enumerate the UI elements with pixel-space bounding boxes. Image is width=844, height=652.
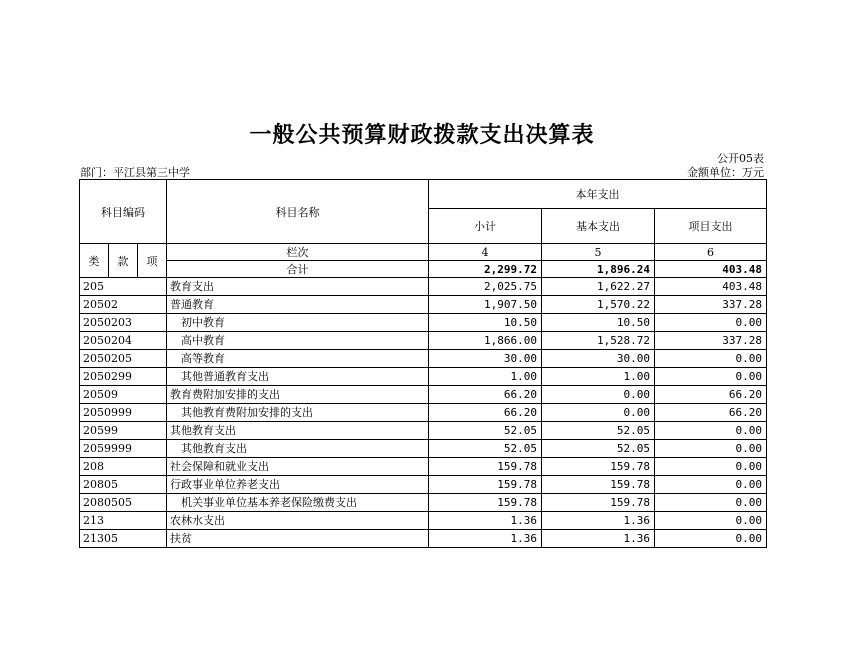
- row-basic: 159.78: [542, 476, 655, 494]
- table-row: [80, 404, 767, 422]
- row-name: 社会保障和就业支出: [167, 458, 429, 476]
- row-basic: 1.36: [542, 530, 655, 548]
- row-project: 0.00: [655, 512, 767, 530]
- row-subtotal: 159.78: [429, 494, 542, 512]
- table-row: [80, 458, 767, 476]
- row-subtotal: 159.78: [429, 458, 542, 476]
- row-subtotal: 10.50: [429, 314, 542, 332]
- header-name: 科目名称: [167, 180, 429, 244]
- table-row: [80, 440, 767, 458]
- row-project: 337.28: [655, 332, 767, 350]
- table-row: [80, 386, 767, 404]
- department-label: 部门：平江县第三中学: [80, 166, 190, 179]
- expenditure-table: [79, 179, 767, 548]
- header-kuan: 款: [109, 244, 138, 278]
- table-body: [80, 278, 767, 548]
- table-row: [80, 368, 767, 386]
- header-xiang: 项: [138, 244, 167, 278]
- row-project: 337.28: [655, 296, 767, 314]
- header-basic: 基本支出: [542, 209, 655, 244]
- row-basic: 1,622.27: [542, 278, 655, 296]
- total-label: 合计: [167, 261, 429, 278]
- row-subtotal: 159.78: [429, 476, 542, 494]
- row-project: 0.00: [655, 422, 767, 440]
- row-subtotal: 1.00: [429, 368, 542, 386]
- row-name: 其他教育支出: [167, 440, 429, 458]
- row-subtotal: 1,907.50: [429, 296, 542, 314]
- total-project: 403.48: [655, 261, 767, 278]
- row-project: 403.48: [655, 278, 767, 296]
- row-code: 21305: [80, 530, 167, 548]
- row-code: 2059999: [80, 440, 167, 458]
- row-name: 其他教育支出: [167, 422, 429, 440]
- table-row: [80, 296, 767, 314]
- row-subtotal: 66.20: [429, 404, 542, 422]
- row-name: 教育支出: [167, 278, 429, 296]
- row-name: 高等教育: [167, 350, 429, 368]
- row-basic: 52.05: [542, 440, 655, 458]
- table-row: [80, 332, 767, 350]
- row-code: 2050999: [80, 404, 167, 422]
- header-project: 项目支出: [655, 209, 767, 244]
- row-basic: 1,528.72: [542, 332, 655, 350]
- table-row: [80, 314, 767, 332]
- row-project: 0.00: [655, 476, 767, 494]
- table-row: [80, 476, 767, 494]
- row-project: 0.00: [655, 494, 767, 512]
- table-row: [80, 512, 767, 530]
- row-project: 0.00: [655, 440, 767, 458]
- row-basic: 0.00: [542, 386, 655, 404]
- row-code: 2050299: [80, 368, 167, 386]
- row-basic: 0.00: [542, 404, 655, 422]
- row-basic: 159.78: [542, 494, 655, 512]
- header-code-group: 科目编码: [80, 180, 167, 244]
- row-basic: 10.50: [542, 314, 655, 332]
- header-this-year: 本年支出: [429, 180, 767, 209]
- table-row: [80, 350, 767, 368]
- row-code: 208: [80, 458, 167, 476]
- row-code: 213: [80, 512, 167, 530]
- page-title: 一般公共预算财政拨款支出决算表: [249, 123, 595, 148]
- row-basic: 159.78: [542, 458, 655, 476]
- row-name: 普通教育: [167, 296, 429, 314]
- row-subtotal: 2,025.75: [429, 278, 542, 296]
- row-subtotal: 52.05: [429, 422, 542, 440]
- row-code: 20805: [80, 476, 167, 494]
- header-subtotal: 小计: [429, 209, 542, 244]
- row-project: 66.20: [655, 404, 767, 422]
- column-label: 栏次: [167, 244, 429, 261]
- row-code: 2050203: [80, 314, 167, 332]
- row-name: 扶贫: [167, 530, 429, 548]
- column-6: 6: [655, 244, 767, 261]
- row-basic: 1.00: [542, 368, 655, 386]
- row-name: 高中教育: [167, 332, 429, 350]
- row-subtotal: 1,866.00: [429, 332, 542, 350]
- row-name: 行政事业单位养老支出: [167, 476, 429, 494]
- row-subtotal: 66.20: [429, 386, 542, 404]
- total-subtotal: 2,299.72: [429, 261, 542, 278]
- row-project: 0.00: [655, 458, 767, 476]
- row-basic: 1,570.22: [542, 296, 655, 314]
- row-code: 20502: [80, 296, 167, 314]
- row-name: 其他教育费附加安排的支出: [167, 404, 429, 422]
- table-row: [80, 494, 767, 512]
- row-project: 0.00: [655, 314, 767, 332]
- row-code: 205: [80, 278, 167, 296]
- total-basic: 1,896.24: [542, 261, 655, 278]
- row-subtotal: 1.36: [429, 512, 542, 530]
- row-project: 0.00: [655, 368, 767, 386]
- row-subtotal: 1.36: [429, 530, 542, 548]
- row-name: 农林水支出: [167, 512, 429, 530]
- column-5: 5: [542, 244, 655, 261]
- row-name: 初中教育: [167, 314, 429, 332]
- row-name: 教育费附加安排的支出: [167, 386, 429, 404]
- row-code: 20599: [80, 422, 167, 440]
- row-project: 0.00: [655, 350, 767, 368]
- row-code: 2080505: [80, 494, 167, 512]
- row-project: 66.20: [655, 386, 767, 404]
- row-code: 2050204: [80, 332, 167, 350]
- row-code: 20509: [80, 386, 167, 404]
- row-name: 其他普通教育支出: [167, 368, 429, 386]
- form-number: 公开05表: [717, 152, 764, 165]
- row-basic: 30.00: [542, 350, 655, 368]
- table-row: [80, 530, 767, 548]
- row-subtotal: 30.00: [429, 350, 542, 368]
- table-row: [80, 422, 767, 440]
- unit-label: 金额单位：万元: [687, 166, 764, 179]
- row-code: 2050205: [80, 350, 167, 368]
- table-row: [80, 278, 767, 296]
- row-basic: 1.36: [542, 512, 655, 530]
- row-basic: 52.05: [542, 422, 655, 440]
- column-4: 4: [429, 244, 542, 261]
- row-name: 机关事业单位基本养老保险缴费支出: [167, 494, 429, 512]
- row-project: 0.00: [655, 530, 767, 548]
- header-lei: 类: [80, 244, 109, 278]
- row-subtotal: 52.05: [429, 440, 542, 458]
